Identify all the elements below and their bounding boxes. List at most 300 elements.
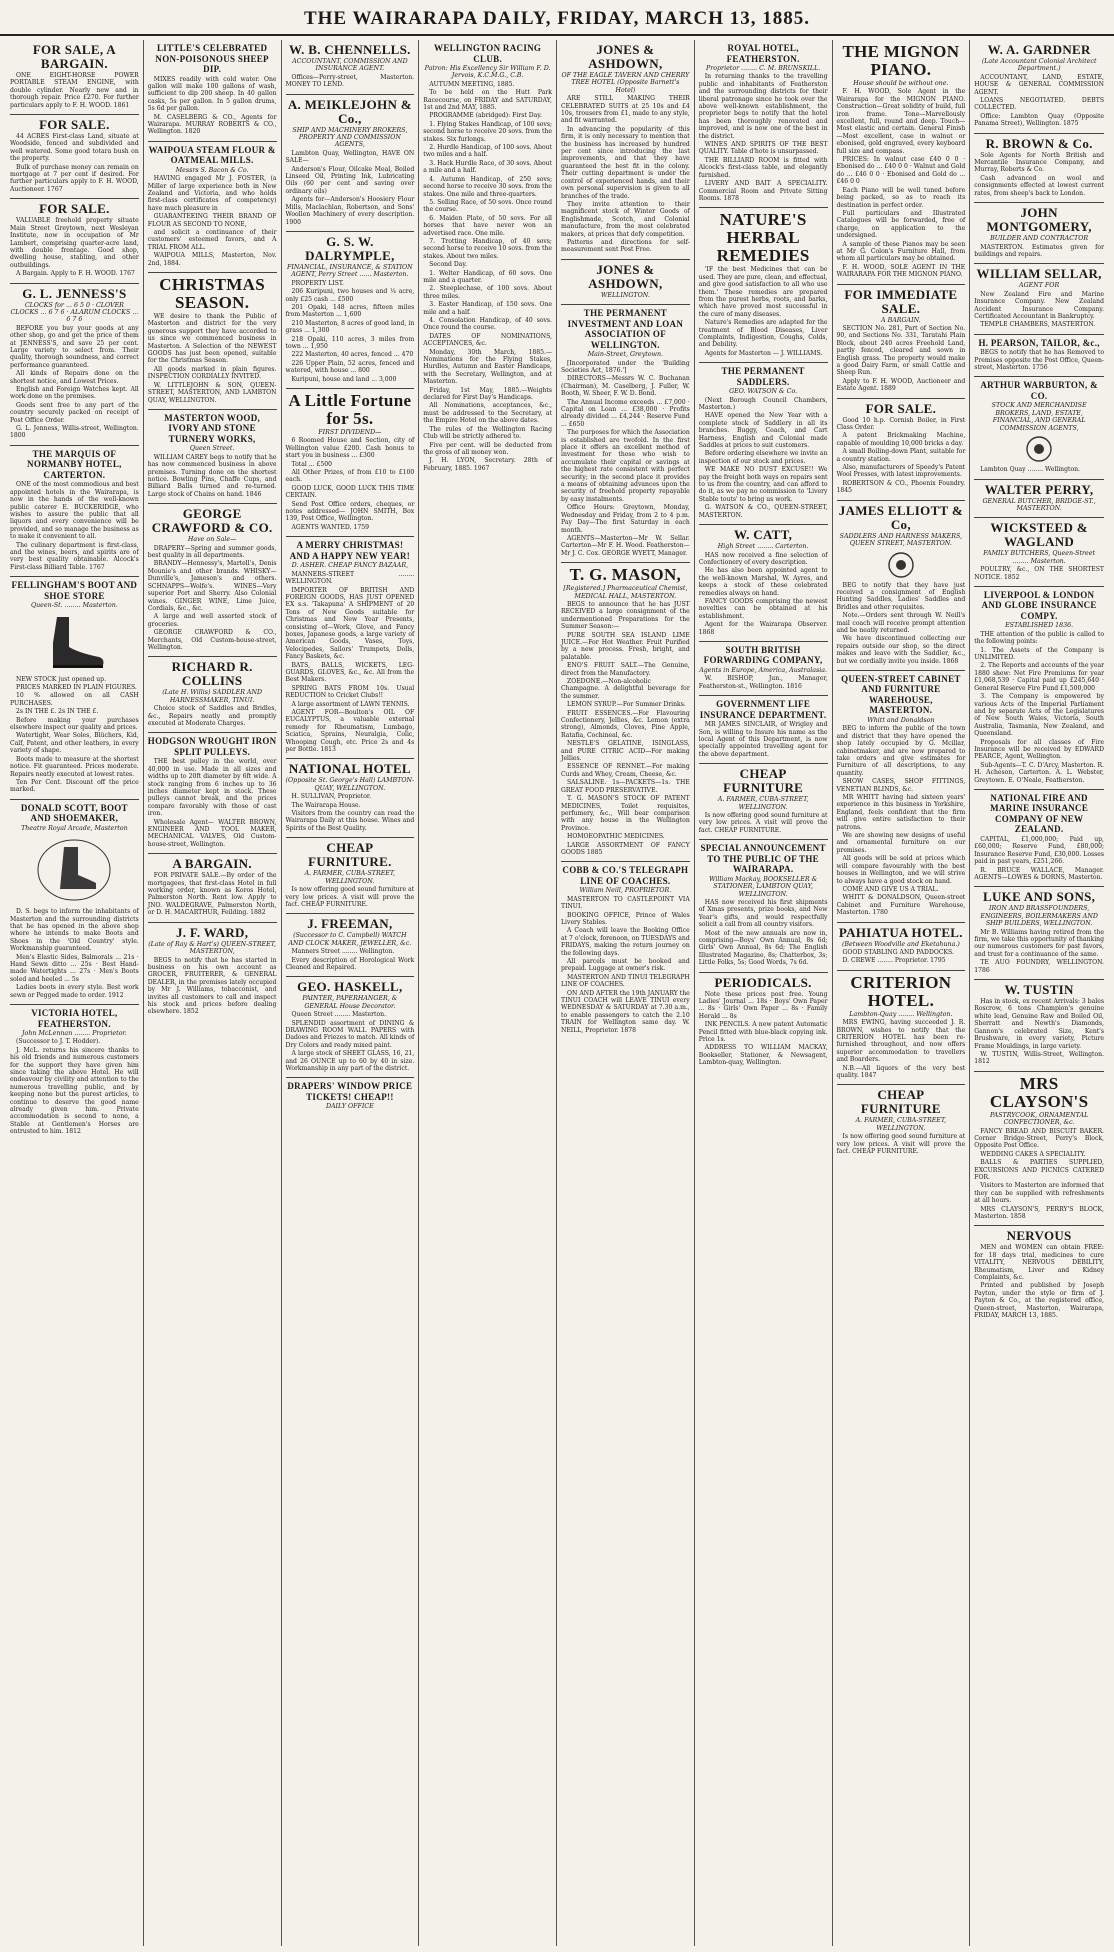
ad-paragraph: Queen Street ........ Masterton. — [291, 1011, 387, 1019]
advertisement — [974, 203, 1104, 264]
advertisement — [148, 142, 277, 273]
ad-heading: A. MEIKLEJOHN & Co., — [287, 96, 412, 126]
ad-heading: A BARGAIN. — [172, 856, 252, 872]
ad-body — [974, 244, 1104, 259]
ad-body — [699, 397, 828, 520]
ad-paragraph: SHOW CASES, SHOP FITTINGS, VENETIAN BLINDS, &c. — [836, 778, 966, 793]
ad-paragraph: [Incorporated under the 'Building Societies Act, 1876.'] — [561, 359, 690, 374]
ad-subheading: Messrs S. Bacon & Co. — [175, 166, 249, 174]
ad-paragraph: Second Day. — [429, 261, 467, 269]
ad-subheading: (Late H. Willis) SADDLER AND HARNESSMAKER, TINUI. — [162, 689, 263, 704]
ad-paragraph: Full particulars and Illustrated Catalogues will be forwarded, free of charge, on application to the undersigned. — [836, 209, 966, 240]
advertisement — [699, 840, 828, 972]
ad-paragraph: WILLIAM CAREY begs to notify that he has now commenced business in above premises. Turning done on the shortest notice. Bowling Pins, Chaffe Cups, and Billiard Balls turned and re-turned. Large stock of Chains on hand. 1846 — [147, 453, 277, 498]
advertisement — [974, 587, 1104, 790]
ad-paragraph: SECTION No. 281, Part of Section No. 90, and Sections No. 331, Taratahi Plain Block, about 240 acres Freehold Land, partly fenced, cleared and sown in English grass. The property would make a good Dairy Farm, or small Cattle and Sheep Run. — [836, 324, 966, 377]
ad-paragraph: A patent Brickmaking Machine, capable of moulding 10,000 bricks a day. — [836, 432, 966, 447]
column-1 — [6, 40, 144, 1946]
column-7 — [833, 40, 971, 1946]
ad-paragraph: The Annual Income exceeds ... £7,000 · Capital on Loan ... £38,000 · Profits already divided ... £4,244 · Reserve Fund ... £650 — [561, 398, 690, 428]
ad-paragraph: A Coach will leave the Booking Office at 7 o'clock, forenoon, on TUESDAYS and FRIDAYS, making the return journey on the following days. — [561, 927, 690, 957]
ad-paragraph: G. WATSON & CO., QUEEN-STREET, MASTERTON. — [698, 504, 828, 519]
ad-subheading: FINANCIAL, INSURANCE, & STATION AGENT, Perry Street ...... Masterton. — [287, 263, 413, 279]
ad-paragraph: BOOKING OFFICE, Prince of Wales Livery Stables. — [561, 911, 690, 926]
ad-paragraph: The Wairarapa House. — [291, 801, 361, 809]
advertisement — [974, 518, 1104, 587]
ad-subheading: Proprietor ........ C. M. BRUNSKILL. — [705, 65, 821, 72]
ad-paragraph: MR WHITT having had sixteen years' experience in this business in Yorkshire, England, feels confident that the firm will give entire satisfaction to their patrons. — [836, 794, 966, 831]
ad-body — [837, 1133, 966, 1155]
ad-heading: LIVERPOOL & LONDON AND GLOBE INSURANCE COMPY. — [981, 589, 1097, 621]
ad-body — [10, 72, 139, 109]
ad-heading: NATIONAL FIRE AND MARINE INSURANCE COMPANY OF NEW ZEALAND. — [990, 792, 1089, 835]
ad-body — [286, 280, 415, 383]
ad-paragraph: BEG to notify that they have just received a consignment of English Hunting Saddles, Ladies' Saddles and Bridles and other requisites. — [836, 581, 966, 611]
ad-paragraph: F. H. WOOD, Sole Agent in the Wairarapa for the MIGNON PIANO. Construction—Great solidity of build, full iron frame. Tone—Marvellously excellent, full, round and deep. Touch—Most elastic and certain. General Finish—Most excellent, case in walnut or ebonised, gold engraved, every keyboard full size and compass. — [836, 88, 966, 155]
ad-paragraph: Visitors to Masterton are informed that they can be supplied with refreshments at all hours. — [974, 1182, 1104, 1205]
ad-heading: THE PERMANENT INVESTMENT AND LOAN ASSOCIATION OF WELLINGTON. — [567, 308, 684, 350]
ad-body — [699, 721, 828, 758]
ad-paragraph: MANNERS-STREET ........ WELLINGTON. — [285, 570, 415, 586]
ad-heading: G. S. W. DALRYMPLE, — [305, 233, 395, 263]
ad-subheading: Patron: His Excellency Sir William F. D. Jervois, K.C.M.G., C.B. — [424, 65, 551, 80]
ad-paragraph: 2. Steeplechase, of 100 sovs. About three miles. — [423, 285, 552, 300]
advertisement — [10, 115, 139, 199]
ad-paragraph: Sub-Agents—T. C. D'Arcy, Masterton. R. H. Acheson, Carterton. A. L. Webster, Greytown. E. O'Neale, Featherston. — [974, 761, 1104, 784]
ad-body — [561, 896, 690, 1034]
ad-body — [286, 437, 415, 531]
ad-subheading: (Opposite St. George's Hall) LAMBTON-QUAY, WELLINGTON. — [285, 777, 415, 792]
advertisement — [10, 1005, 139, 1141]
ad-paragraph: MRS EWING, having succeeded J. R. BROWN, wishes to notify that the CRITERION HOTEL has been re-furnished throughout, and now offers superior accommodation to travellers and Boarders. — [836, 1019, 966, 1064]
advertisement — [974, 1226, 1104, 1324]
ad-heading: CHRISTMAS SEASON. — [159, 275, 265, 313]
masthead — [0, 0, 1114, 36]
ad-paragraph: DRAPERY—Spring and summer goods, best quality in all departments. — [147, 544, 277, 560]
column-5 — [557, 40, 695, 1946]
advertisement — [974, 335, 1104, 378]
ad-paragraph: Agents for Masterton — J. WILLIAMS. — [704, 349, 823, 357]
advertisement — [148, 854, 277, 922]
ad-heading: WELLINGTON RACING CLUB. — [434, 43, 542, 64]
ad-paragraph: Before making your purchases elsewhere inspect our quality and prices. — [10, 716, 139, 732]
advertisement — [148, 657, 277, 733]
ad-paragraph: FOR PRIVATE SALE.—By order of the mortgagees, that first-class Hotel in full working order, known as Koros Hotel, Palmerston North. Rent low. Apply to JNO. WALDEGRAVE, Palmerston North, or D. H. MACARTHUR, Feilding. 1882 — [147, 872, 277, 917]
ad-paragraph: Before ordering elsewhere we invite an inspection of our stock and prices. — [698, 450, 828, 465]
ad-paragraph: 10 % allowed on all CASH PURCHASES. — [10, 692, 139, 707]
ad-subheading: PAINTER, PAPERHANGER, & GENERAL House Decorator. — [302, 995, 398, 1010]
ad-heading: GOVERNMENT LIFE INSURANCE DEPARTMENT. — [699, 699, 827, 720]
ad-subheading: GENERAL BUTCHER, BRIDGE-ST., MASTERTON. — [982, 497, 1096, 512]
ad-body — [10, 325, 139, 440]
ad-paragraph: BEFORE you buy your goods at any other shop, go and get the price of them at JENNESS'S, and save 25 per cent. Large variety to select from. Their quality, thorough soundness, and correct performance guaranteed. — [10, 324, 139, 369]
ad-subheading: House should be without one. — [853, 80, 949, 87]
ad-paragraph: BEG to inform the public of the town and district that they have opened the shop lately occupied by G. Mcillar, cabinetmaker, and are now prepared to take orders and give estimates for Furniture of all descriptions, to any quantity. — [836, 725, 966, 777]
ad-subheading: SHIP AND MACHINERY BROKERS, PROPERTY AND COMMISSION AGENTS, — [292, 126, 408, 149]
ad-paragraph: Most of the new annuals are now in, comprising—Boys' Own Annual, 8s 6d; Girls' Own Annual, 8s 6d; The English Illustrated Magazine, 8s; Chatterbox, 3s; Little Folks, 5s; Good Words, 7s 6d. — [698, 929, 828, 967]
ad-paragraph: 201 Opaki, 148 acres, fifteen miles from Masterton ... 1,600 — [285, 303, 415, 319]
advertisement — [837, 971, 966, 1086]
ad-paragraph: We have discontinued collecting our repairs outside our shop, so the direct makes and leave with the Saddler, &c., but we cordially invite you inside. 1868 — [836, 635, 966, 665]
ad-paragraph: ONE EIGHT-HORSE POWER PORTABLE STEAM ENGINE, with double cylinder. Nearly new and in thorough repair. Price £270. For further particulars apply to F. H. WOOD. 1861 — [10, 72, 139, 109]
ad-paragraph: Bulk of purchase money can remain on mortgage at 7 per cent if desired. For further particulars apply to F. H. WOOD, Auctioneer. 1767 — [10, 163, 139, 193]
ad-paragraph: Note these prices post free. Young Ladies' Journal ... 18s · Boys' Own Paper ... 8s · Girls' Own Paper ... 8s · Family Herald ... 8s — [698, 990, 828, 1020]
ad-paragraph: Friday, 1st May, 1885.—Weights declared for First Day's Handicaps. — [423, 386, 552, 402]
ad-paragraph: Watertight, Wear Soles, Blüchers, Kid, Calf, Patent, and other leathers, in every variety of shape. — [10, 732, 139, 755]
ad-paragraph: 2s IN THE £. 2s IN THE £. — [16, 708, 99, 716]
ad-body — [561, 601, 690, 856]
ad-paragraph: Kuripuni, house and land ... 3,000 — [291, 375, 397, 383]
ad-paragraph: HAVE opened the New Year with a complete stock of Saddlery in all its branches. Buggy, Coach, and Cart Harness, English and Colonial made Saddles at prices to suit customers. — [698, 412, 828, 450]
ad-paragraph: In returning thanks to the travelling public and inhabitants of Featherston and the surrounding districts for their liberal patronage since he took over the above well-known establishment, the proprietor begs to notify that the hotel has been thoroughly renovated and improved, and is now one of the best in the district. — [698, 73, 828, 140]
ad-paragraph: Agent for the Wairarapa Observer. 1868 — [698, 621, 828, 636]
advertisement — [286, 838, 415, 914]
ad-heading: CHEAP FURNITURE. — [308, 840, 392, 870]
ad-subheading: High Street ........ Carterton. — [717, 543, 809, 551]
ad-paragraph: We are showing new designs of useful and ornamental furniture on our premises. — [836, 832, 966, 854]
ad-paragraph: CAPITAL, £1,000,000; Paid up, £60,000; Reserve Fund, £80,000; Insurance Reserve Fund, £30,000. Losses paid in past years, £251,266. — [974, 835, 1104, 866]
ad-paragraph: BRANDY—Hennessy's, Martell's, Denis Mounie's and other brands. WHISKY—Dunville's, Jameson's and others. SCHNAPPS—Wolfe's. WINES—Very superior Port and Sherry. Also Colonial wines. GINGER WINE, Lime Juice, Cordials, &c., &c. — [147, 560, 277, 612]
ad-subheading: DAILY OFFICE — [325, 1103, 374, 1111]
ad-paragraph: THE best pulley in the world, over 40,000 in use. Made in all sizes and widths up to 20ft diameter by 6ft wide. A stock ranging from 6 inches up to 36 inches diameter kept in stock. These pulleys cannot break, and the prices compare favorably with those of cast iron. — [147, 758, 277, 818]
ad-body — [148, 454, 277, 498]
ad-paragraph: 206 Kuripuni, two houses and ¼ acre, only £25 cash ... £500 — [285, 288, 415, 303]
masthead-title: THE WAIRARAPA DAILY, FRIDAY, MARCH 13, 1885. — [303, 8, 811, 29]
ad-paragraph: ZOEDONE.—Non-alcoholic Champagne. A delightful beverage for the summer. — [561, 678, 690, 700]
ad-body — [974, 291, 1104, 329]
ad-paragraph: Choice stock of Saddles and Bridles, &c., Repairs neatly and promptly executed at Moderate Charges. — [147, 705, 277, 727]
ad-paragraph: HAS now received a fine selection of Confectionery of every description. — [698, 551, 828, 566]
ad-paragraph: THE BILLIARD ROOM is fitted with Alcock's first-class table, and elegantly furnished. — [698, 156, 828, 179]
ad-subheading: ESTABLISHED 1836. — [1005, 622, 1074, 630]
ad-paragraph: COME AND GIVE US A TRIAL. — [842, 885, 939, 893]
ad-heading: RICHARD R. COLLINS — [171, 659, 253, 689]
ad-heading: COBB & CO.'S TELEGRAPH LINE OF COACHES. — [562, 865, 689, 886]
ad-body — [148, 76, 277, 136]
ad-paragraph: Wholesale Agent— WALTER BROWN, ENGINEER AND TOOL MAKER, MECHANICAL VALVES, Old Custom-house-street, Wellington. — [147, 818, 277, 848]
ad-body — [974, 152, 1104, 197]
ad-heading: NATIONAL HOTEL — [288, 761, 411, 777]
ad-paragraph: DIRECTORS—Messrs W. C. Buchanan (Chairman), M. Caselberg, J. Fuller, W. Booth, W. Sheer, F. W. D. Bond. — [561, 375, 690, 398]
ad-subheading: Theatre Royal Arcade, Masterton — [21, 824, 128, 832]
ad-heading: G. L. JENNESS'S — [22, 285, 127, 301]
ad-paragraph: NESTLE'S GELATINE, ISINGLASS, and PURE CITRIC ACID—For making Jellies. — [561, 740, 690, 763]
ad-paragraph: PRICES MARKED IN PLAIN FIGURES. — [16, 684, 137, 692]
ad-paragraph: H. SULLIVAN, Proprietor. — [291, 793, 372, 801]
ad-paragraph: WAIPOUA MILLS, Masterton, Nov. 2nd, 1884. — [147, 252, 277, 267]
ad-paragraph: PROGRAMME (abridged): First Day. — [429, 112, 542, 120]
ad-paragraph: BEGS to announce that he has JUST RECEIVED a large consignment of the undermentioned Preparations for the Summer Season:— — [561, 600, 690, 631]
ad-body — [974, 998, 1104, 1066]
ad-subheading: CLOCKS for ... 6 5 0 · CLOVER CLOCKS ... 6 7 6 · ALARUM CLOCKS ... 6 7 6 — [10, 301, 139, 324]
ad-paragraph: HAVING engaged Mr J. FOSTER, (a Miller of large experience both in New Zealand and Victoria, and who holds first-class certificates of competency) have much pleasure in — [147, 175, 277, 212]
ad-paragraph: 6 Roomed House and Section, city of Wellington value £200. Cash bonus to start you in business ... £300 — [285, 437, 415, 460]
ad-paragraph: Boots made to measure at the shortest notice. Fit guaranteed. Prices moderate. Repairs neatly executed at lowest rates. — [10, 755, 139, 778]
ad-heading: A Little Fortune for 5s. — [288, 391, 412, 428]
advertisement — [561, 40, 690, 260]
ad-heading: SPECIAL ANNOUNCEMENT TO THE PUBLIC OF THE WAIRARAPA. — [700, 843, 826, 875]
advertisement — [699, 973, 828, 1072]
ad-heading: ARTHUR WARBURTON, & CO. — [980, 380, 1098, 401]
ad-paragraph: ON AND AFTER the 19th JANUARY the TINUI COACH will LEAVE TINUI every WEDNESDAY & SATURDAY at 7.30 a.m., to enable passengers to catch the 2.10 TRAIN for Wellington same day. W. NEILL, Proprietor. 1878 — [561, 989, 690, 1034]
ad-paragraph: WE desire to thank the Public of Masterton and district for the very generous support they have accorded to us since we commenced business in Masterton. A Selection of the NEWEST GOODS has just been opened, suitable for the Christmas Season. — [147, 313, 277, 365]
ad-paragraph: LARGE ASSORTMENT OF FANCY GOODS 1885 — [561, 841, 690, 856]
ad-heading: W. TUSTIN — [1004, 982, 1074, 998]
ad-paragraph: F. H. WOOD, SOLE AGENT IN THE WAIRARAPA FOR THE MIGNON PIANO. — [836, 263, 966, 279]
ad-heading: SOUTH BRITISH FORWARDING COMPANY, — [703, 644, 823, 666]
ad-heading: CHEAP FURNITURE — [723, 766, 804, 796]
ad-heading: JONES & ASHDOWN, — [588, 261, 663, 291]
ad-paragraph: 1. The Assets of the Company is UNLIMITED. — [974, 646, 1104, 662]
ad-paragraph: Also, manufacturers of Speedy's Patent Wool Presses, with latest improvements. — [836, 464, 966, 479]
ad-body — [10, 217, 139, 277]
ad-subheading: William Mackay, BOOKSELLER & STATIONER, LAMBTON QUAY, WELLINGTON. — [709, 875, 818, 898]
ad-paragraph: A large assortment of LAWN TENNIS. — [291, 700, 410, 708]
ad-paragraph: WHITT & DONALDSON, Queen-street Cabinet and Furniture Warehouse, Masterton. 1780 — [836, 894, 966, 917]
ad-heading: WILLIAM SELLAR, — [976, 266, 1102, 282]
advertisement — [974, 790, 1104, 887]
advertisement — [837, 399, 966, 501]
advertisement — [286, 95, 415, 232]
advertisement — [837, 40, 966, 285]
ad-paragraph: Office: Lambton Quay (Opposite Panama Street), Wellington. 1875 — [974, 112, 1104, 128]
ad-paragraph: Men's Elastic Sides, Balmorals ... 21s · Hand Sewn ditto ... 25s · Best Hand-made Watertights ... 27s · Men's Boots soled and heeled ... 5s — [10, 953, 139, 983]
ad-paragraph: Five per cent. will be deducted from the gross of all money won. — [423, 441, 552, 456]
boot-engraving-icon — [10, 835, 139, 905]
ad-paragraph: Each Piano will be well tuned before being packed, so as to reach its destination in perfect order. — [836, 186, 966, 209]
emblem-icon — [837, 551, 966, 579]
ad-subheading: GEO. WATSON & Co. — [729, 388, 798, 396]
ad-heading: W. CATT, — [734, 527, 793, 543]
ad-paragraph: The rules of the Wellington Racing Club will be strictly adhered to. — [423, 425, 552, 441]
advertisement — [699, 642, 828, 696]
ad-heading: JAMES ELLIOTT & Co, — [838, 502, 963, 532]
ad-paragraph: He has also been appointed agent to the well-known Marshal, W. Ayres, and keeps a stock of these celebrated remedies always on hand. — [698, 567, 828, 597]
ad-paragraph: The purposes for which the Association is established are twofold. In the first place it offers an excellent method of investment for those who wish to accumulate their capital or savings at the highest rate consistent with perfect security; in the second place it provides a means of obtaining advances upon the security of freehold property repayable by easy instalments. — [561, 429, 690, 503]
ad-paragraph: Lambton Quay ........ Wellington. — [980, 466, 1080, 474]
advertisement — [148, 273, 277, 410]
ad-paragraph: A large and well assorted stock of groceries. — [147, 613, 277, 628]
ad-paragraph: WE MAKE NO DUST EXCUSE!! We pay the freight both ways on repairs sent to us from the country, and can afford to do it, as we pay no commission to 'Livery Stable touts' to bring us work. — [698, 466, 828, 503]
ad-heading: HODGSON WROUGHT IRON SPLIT PULLEYS. — [147, 736, 277, 757]
ad-paragraph: AGENTS—Masterton—Mr W. Sellar. Carterton—Mr F. H. Wood. Featherston—Mr J. C. Cox. GEORGE WYETT, Manager. — [561, 534, 690, 557]
ad-subheading: Queen-St. ........ Masterton. — [30, 602, 118, 610]
ad-paragraph: W. LITTLEJOHN & SON, QUEEN-STREET, MASTERTON, AND LAMBTON QUAY, WELLINGTON. — [147, 381, 277, 404]
ad-body — [974, 1128, 1104, 1221]
advertisement — [148, 410, 277, 504]
advertisement — [148, 733, 277, 854]
ad-paragraph: Is now offering good sound furniture at very low prices. A visit will prove the fact. CHEAP FURNITURE. — [285, 886, 415, 908]
ad-body — [837, 725, 966, 916]
ad-heading: H. PEARSON, TAILOR, &c., — [978, 337, 1100, 348]
ad-paragraph: ESSENCE OF RENNET.—For making Curds and Whey, Cream, Cheese, &c. — [561, 763, 690, 778]
ad-paragraph: BALLS & PARTIES SUPPLIED, EXCURSIONS AND PICNICS CATERED FOR. — [974, 1159, 1104, 1181]
ad-paragraph: D. CREWE ........ Proprietor. 1795 — [842, 957, 946, 965]
ad-body — [10, 481, 139, 571]
ad-heading: THE MARQUIS OF NORMANBY HOTEL, CARTERTON. — [27, 448, 122, 480]
ad-body — [286, 571, 415, 754]
ad-paragraph: Monday, 30th March, 1885.—Nominations for the Flying Stakes, Hurdles, Autumn and Easter Handicaps, with the Secretary, Wellington, and at Masterton. — [423, 348, 552, 386]
ad-paragraph: MASTERTON AND TINUI TELEGRAPH LINE OF COACHES. — [561, 973, 690, 989]
ad-subheading: IRON AND BRASSFOUNDERS, ENGINEERS, BOILERMAKERS AND SHIP BUILDERS, WELLINGTON. — [980, 905, 1098, 928]
ad-heading: R. BROWN & Co. — [985, 135, 1093, 151]
ad-paragraph: All Nominations, acceptances, &c., must be addressed to the Secretary, at the Empire Hotel on the above dates. — [423, 402, 552, 425]
advertisement — [10, 40, 139, 115]
ad-subheading: A. FARMER, CUBA-STREET, WELLINGTON. — [304, 870, 396, 885]
ad-paragraph: LIVERY AND BAIT A SPECIALITY. Commercial Room and Private Sitting Rooms. 1878 — [698, 180, 828, 202]
ad-paragraph: INK PENCILS. A new patent Automatic Pencil fitted with blue-black copying ink. Price 1s. — [698, 1021, 828, 1044]
advertisement — [286, 759, 415, 838]
advertisement — [699, 764, 828, 840]
ad-heading: MRS CLAYSON'S — [989, 1073, 1089, 1111]
ad-body — [699, 675, 828, 690]
ad-paragraph: PRICES: In walnut case £40 0 0 · Ebonised do ... £40 0 0 · Walnut and Gold do ... £46 0 0 · Ebonised and Gold do ... £46 0 0 — [836, 156, 966, 186]
column-8 — [970, 40, 1108, 1946]
ad-paragraph: 44 ACRES First-class Land, situate at Woodside, fenced and subdivided and well watered. Some good totara bush on the property. — [10, 133, 139, 163]
ad-paragraph: 1. Welter Handicap, of 60 sovs. One mile and a quarter. — [423, 269, 552, 284]
ad-paragraph: Has in stock, ex recent Arrivals: 3 bales Roscrow, 6 tons Champion's genuine white lead, Genuine Raw and Boiled Oil, Sherratt and Newth's Diamonds, Gannon's celebrated Size, Kent's Brushware, in every variety, Picture Frame Mouldings, in large variety. — [974, 998, 1104, 1050]
ad-paragraph: Offices—Perry-street, Masterton. MONEY TO LEND. — [285, 73, 415, 89]
ad-paragraph: PROPERTY LIST. — [291, 279, 344, 287]
ad-paragraph: (Successor to J. T. Hodder). — [16, 1038, 101, 1046]
ad-heading: NATURE'S HERBAL REMEDIES — [716, 210, 810, 266]
ad-paragraph: NEW STOCK just opened up. — [16, 675, 107, 683]
advertisement — [10, 199, 139, 283]
ad-paragraph: English and Foreign Watches kept. All work done on the premises. — [10, 386, 139, 401]
ad-body — [286, 150, 415, 226]
ad-paragraph: GUARANTEEING THEIR BRAND OF FLOUR AS SECOND TO NONE, — [147, 213, 277, 228]
ad-paragraph: 4. Autumn Handicap, of 250 sovs; second horse to receive 30 sovs. from the stakes. One mile and three-quarters. — [423, 175, 552, 198]
ad-subheading: SADDLERS AND HARNESS MAKERS, QUEEN STREET, MASTERTON. — [839, 532, 963, 548]
advertisement — [699, 208, 828, 363]
ad-paragraph: All kinds of Repairs done on the shortest notice, and Lowest Prices. — [10, 370, 139, 385]
ad-body — [561, 95, 690, 254]
advertisement — [974, 980, 1104, 1072]
ad-subheading: A. FARMER, CUBA-STREET, WELLINGTON. — [855, 1117, 947, 1132]
ad-paragraph: HAS now received his first shipments of Xmas presents, prize books, and New Year's gifts, and would respectfully solicit a call from all country visitors. — [698, 898, 828, 929]
ad-body — [837, 417, 966, 495]
ad-heading: ROYAL HOTEL, FEATHERSTON. — [726, 43, 800, 64]
ad-paragraph: HOMOEOPATHIC MEDICINES. — [567, 833, 665, 841]
advertisement — [561, 862, 690, 1039]
ad-subheading: A BARGAIN. — [881, 316, 921, 324]
ad-heading: JONES & ASHDOWN, — [588, 42, 663, 71]
ad-heading: CHEAP FURNITURE — [860, 1087, 941, 1117]
ad-paragraph: MASTERTON TO CASTLEPOINT VIA TINUI. — [561, 895, 690, 911]
advertisement — [974, 134, 1104, 203]
ad-paragraph: Mr B. Williams having retired from the firm, we take this opportunity of thanking our numerous customers for past favors, and trust for a continuance of the same. — [974, 928, 1104, 958]
ad-heading: WALTER PERRY, — [984, 481, 1094, 497]
ad-paragraph: ACCOUNTANT, LAND, ESTATE, HOUSE & GENERAL COMMISSION AGENT. — [974, 73, 1104, 96]
ad-paragraph: Lambton Quay, Wellington, HAVE ON SALE— — [285, 149, 415, 165]
ad-paragraph: MEN and WOMEN can obtain FREE: for 18 days trial, medicines to cure VITALITY, NERVOUS DEBILITY, Rheumatism, Liver and Kidney Complaints, &c. — [974, 1244, 1104, 1282]
advertisement — [10, 446, 139, 577]
ad-paragraph: T. G. MASON'S STOCK OF PATENT MEDICINES, Toilet requisites, perfumery, &c., Will bear comparison with any house in the Wellington Province. — [561, 795, 690, 832]
ad-body — [286, 1011, 415, 1072]
ad-paragraph: 1. Flying Stakes Handicap, of 100 sovs; second horse to receive 20 sovs. from the stakes. Six furlongs. — [423, 120, 552, 143]
ad-paragraph: BATS, BALLS, WICKETS, LEG-GUARDS, GLOVES, &c., &c. All from the Best Makers. — [285, 661, 415, 684]
ad-paragraph: All Other Prizes, of from £10 to £100 each. — [285, 469, 415, 484]
ad-body — [10, 133, 139, 193]
advertisement — [10, 577, 139, 800]
ad-paragraph: A small Boiling-down Plant, suitable for a country station. — [836, 448, 966, 463]
ad-body — [699, 899, 828, 967]
ad-paragraph: ONE of the most commodious and best appointed hotels in the Wairarapa, is now in the hands of the well-known public caterer E. BUCKERIDGE, who wishes to assure the public that all liquors and every convenience will be provided, and so manage the business as to make it convenient to all. — [10, 481, 139, 541]
ad-paragraph: A sample of these Pianos may be seen at Mr G. Colon's Furniture Hall, from whom all particulars may be obtained. — [836, 240, 966, 263]
ad-paragraph: In advancing the popularity of this firm, it is only necessary to mention that the business has increased by hundred per cent since introducing the last improvements, and that they have guaranteed the best fit in the colony. Their cutting department is under the control of experienced hands, and their own personal supervision is given to all branches of the trade. — [561, 125, 690, 200]
ad-subheading: (Between Woodville and Eketahuna.) — [841, 940, 960, 948]
ad-paragraph: Nature's Remedies are adapted for the treatment of Blood Diseases, Liver Complaints, Indigestion, Coughs, Colds, and Debility. — [698, 319, 828, 349]
ad-body — [148, 175, 277, 267]
ad-paragraph: All goods marked in plain figures. INSPECTION CORDIALLY INVITED. — [147, 365, 277, 381]
ad-paragraph: 3. The Company is empowered by various Acts of the Imperial Parliament and by separate Acts of the Legislatures of New South Wales, Victoria, South Australia, Tasmania, New Zealand, and Queensland. — [974, 693, 1104, 738]
ad-paragraph: Printed and published by Joseph Payton, under the style or firm of J. Payton & Co., at the registered office, Queen-street, Masterton, Wairarapa, FRIDAY, MARCH 13, 1885. — [974, 1282, 1104, 1320]
ad-subheading: BUILDER AND CONTRACTOR — [990, 235, 1089, 243]
ad-paragraph: 5. Selling Race, of 50 sovs. Once round the course. — [423, 198, 552, 214]
ad-heading: DONALD SCOTT, BOOT AND SHOEMAKER, — [20, 802, 128, 824]
ad-paragraph: and solicit a continuance of their customers' esteemed favors, and A TRIAL FROM ALL. — [147, 229, 277, 251]
advertisement — [148, 923, 277, 1021]
ad-paragraph: IMPORTER OF BRITISH AND FOREIGN GOODS, HAS JUST OPENED EX s.s. 'Takapuna' A SHIPMENT of 20 Tons of New Goods suitable for Christmas and New Year Presents, consisting of—Work, Glove, and Fancy boxes, Japanese goods, a large variety of American Goods, Vases, Toys, Velocipedes, Sailors' Trumpets, Dolls, Fancy Baskets, &c. — [285, 586, 415, 661]
ad-paragraph: Goods sent free to any part of the country securely packed on receipt of Post Office Order. — [10, 401, 139, 424]
ad-body — [974, 349, 1104, 371]
ad-paragraph: The culinary department is first-class, and the wines, beers, and spirits are of very best quality obtainable. Alcock's First-class Billiard Table. 1767 — [10, 541, 139, 571]
ad-heading: WICKSTEED & WAGLAND — [990, 520, 1088, 550]
ad-heading: WAIPOUA STEAM FLOUR & OATMEAL MILLS. — [148, 144, 276, 166]
ad-paragraph: VALUABLE freehold property situate Main Street Greytown, next Wesleyan Institute, now in occupation of Mr Lambert, comprising quarter-acre land, with double frontage. Good shop, dwelling house, stabling, and other outbuildings. — [10, 217, 139, 269]
emblem-icon — [974, 435, 1104, 463]
ad-paragraph: They invite attention to their magnificent stock of Winter Goods of Englishmade, Scotch, and Colonial manufacture, from the most celebrated makers, at prices that defy competition. — [561, 200, 690, 238]
ad-paragraph: ARE STILL MAKING THEIR CELEBRATED SUITS at 25 10s and £4 10s, trousers from £1, made to any style, and fit warranted. — [561, 95, 690, 125]
ad-paragraph: ADDRESS TO WILLIAM MACKAY, Bookseller, Stationer, & Newsagent, Lambton-quay, Wellington. — [698, 1044, 828, 1067]
column-2 — [144, 40, 282, 1946]
advertisement — [561, 305, 690, 563]
ad-heading: PAHIATUA HOTEL. — [838, 924, 963, 940]
advertisement — [974, 264, 1104, 334]
ad-body — [148, 957, 277, 1016]
ad-paragraph: SALSALINE. 1s—PACKETS—1s. THE GREAT FOOD PRESERVATIVE. — [561, 779, 690, 794]
advertisement — [974, 377, 1104, 479]
column-3 — [282, 40, 420, 1946]
ad-paragraph: Sole Agents for North British and Mercantile Insurance Company, and Murray, Roberts & Co. — [974, 151, 1104, 174]
ad-paragraph: 3. Hack Hurdle Race, of 30 sovs. About a mile and a half. — [423, 159, 552, 175]
ad-heading: JOHN MONTGOMERY, — [986, 205, 1092, 235]
ad-heading: W. B. CHENNELLS. — [289, 42, 411, 57]
ad-paragraph: M. CASELBERG & CO., Agents for Wairarapa. MURRAY ROBERTS & CO., Wellington. 1820 — [147, 113, 277, 136]
advertisement — [837, 501, 966, 671]
ad-paragraph: Ten Per Cent. Discount off the price marked. — [10, 778, 139, 794]
column-6 — [695, 40, 833, 1946]
ad-body — [974, 631, 1104, 784]
ad-paragraph: To be held on the Hutt Park Racecourse, on FRIDAY and SATURDAY, 1st and 2nd MAY, 1885. — [423, 89, 552, 112]
ad-heading: FELLINGHAM'S BOOT AND SHOE STORE — [11, 580, 138, 601]
ad-body — [699, 991, 828, 1067]
boot-illustration-icon — [10, 613, 139, 673]
advertisement — [699, 40, 828, 208]
ad-subheading: Lambton-Quay ........ Wellington. — [849, 1010, 953, 1018]
advertisement — [286, 914, 415, 977]
ad-heading: GEORGE CRAWFORD & CO. — [151, 506, 273, 536]
advertisement — [423, 40, 552, 477]
ad-paragraph: DATES OF NOMINATIONS, ACCEPTANCES, &c. — [423, 332, 552, 348]
ad-paragraph: AUTUMN MEETING, 1885. — [429, 80, 515, 88]
ad-body — [974, 1244, 1104, 1319]
ad-heading: FOR SALE. — [39, 201, 110, 217]
ad-heading: PERIODICALS. — [714, 974, 812, 990]
ad-paragraph: GEORGE CRAWFORD & CO., Merchants, Old Custom-house-street, Wellington. — [147, 629, 277, 651]
ad-paragraph: WEDDING CAKES A SPECIALITY. — [980, 1150, 1086, 1158]
ad-paragraph: J. H. LYON, Secretary. 28th of February, 1885. 1967 — [423, 457, 552, 472]
